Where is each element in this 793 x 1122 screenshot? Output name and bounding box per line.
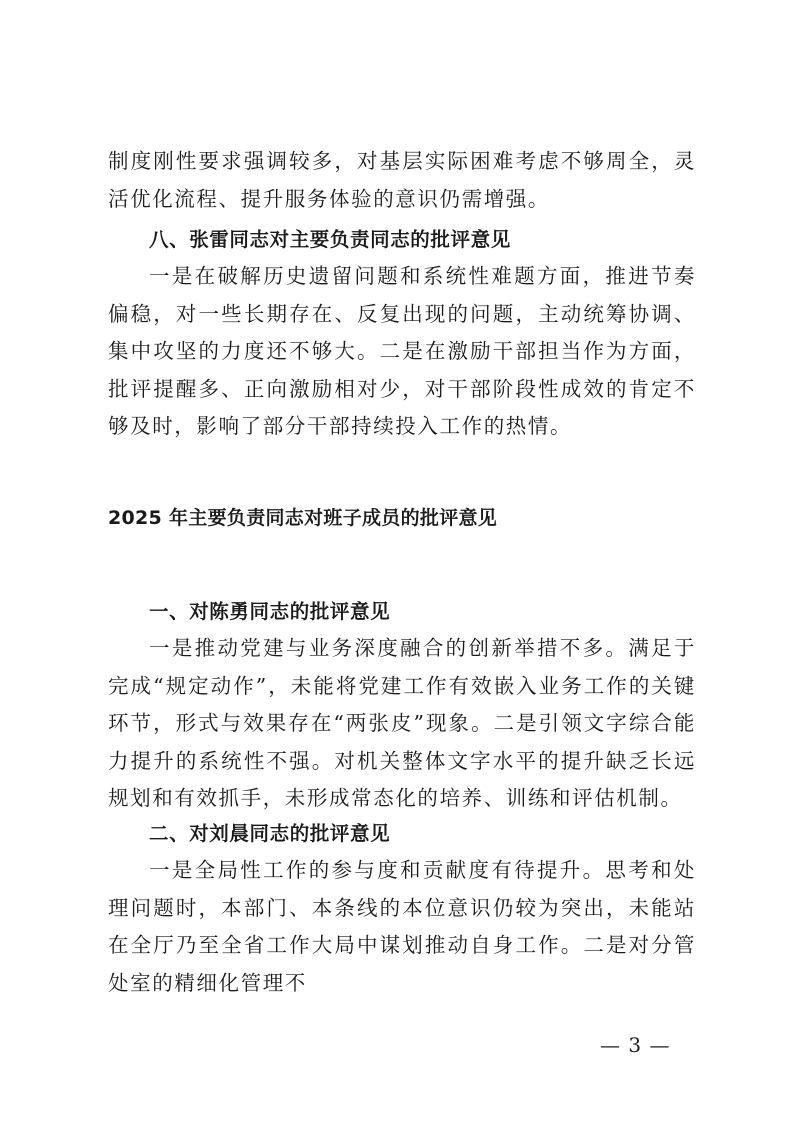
continuation-paragraph: 制度刚性要求强调较多，对基层实际困难考虑不够周全，灵活优化流程、提升服务体验的意识仍需增强。 (108, 149, 696, 211)
item8-block (108, 222, 696, 258)
section-title: 2025 年主要负责同志对班子成员的批评意见 (108, 507, 498, 529)
item8-body-block (108, 258, 696, 446)
continuation-block (108, 143, 696, 218)
item8-paragraph: 一是在破解历史遗留问题和系统性难题方面，推进节奏偏稳，对一些长期存在、反复出现的问题，主动统筹协调、集中攻坚的力度还不够大。二是在激励干部担当作为方面，批评提醒多、正向激励相对少，对干部阶段性成效的肯定不够及时，影响了部分干部持续投入工作的热情。 (108, 264, 696, 439)
item8-heading: 八、张雷同志对主要负责同志的批评意见 (149, 228, 511, 251)
item1-heading: 一、对陈勇同志的批评意见 (149, 600, 391, 623)
item2-block (108, 816, 696, 852)
page-number: — 3 — (600, 1033, 671, 1057)
item1-block (108, 594, 696, 630)
item2-paragraph: 一是全局性工作的参与度和贡献度有待提升。思考和处理问题时，本部门、本条线的本位意识仍较为突出，未能站在全厅乃至全省工作大局中谋划推动自身工作。二是对分管处室的精细化管理不 (108, 858, 696, 995)
item1-paragraph: 一是推动党建与业务深度融合的创新举措不多。满足于完成“规定动作”，未能将党建工作有效嵌入业务工作的关键环节，形式与效果存在“两张皮”现象。二是引领文字综合能力提升的系统性不强。对机关整体文字水平的提升缺乏长远规划和有效抓手，未形成常态化的培养、训练和评估机制。 (108, 636, 696, 811)
item1-body-block (108, 630, 696, 818)
item2-body-block (108, 852, 696, 1002)
item2-heading: 二、对刘晨同志的批评意见 (149, 822, 391, 845)
